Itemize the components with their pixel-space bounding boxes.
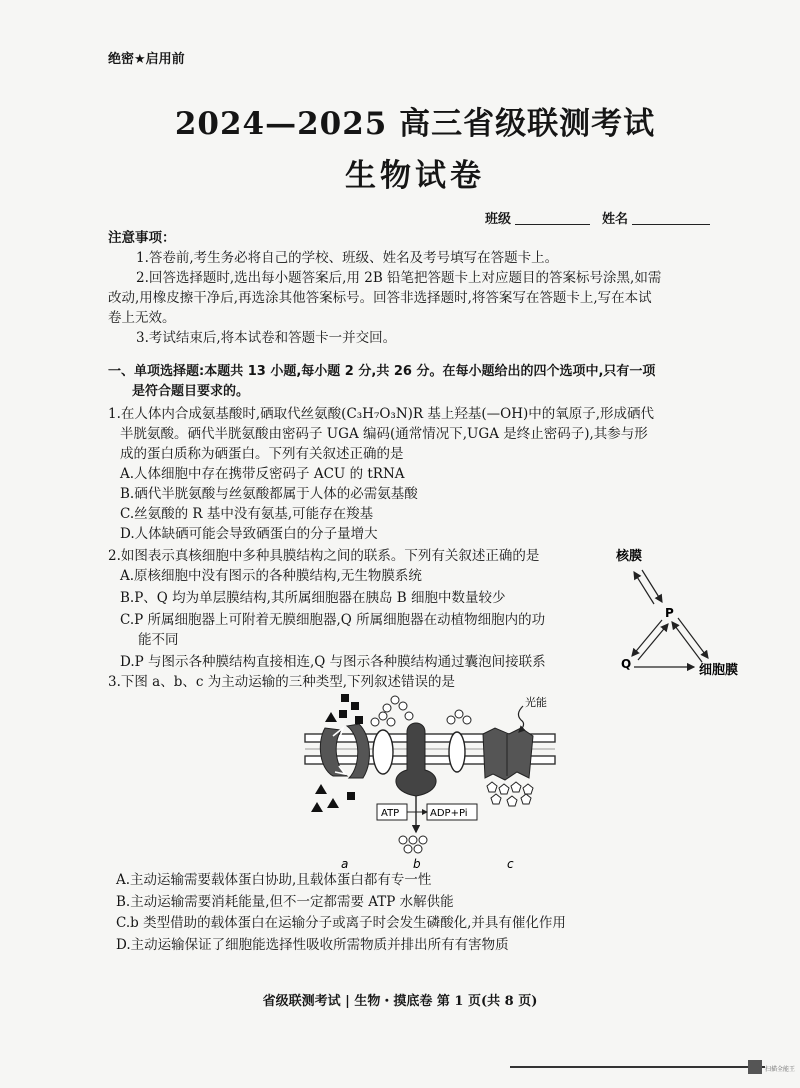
q1-stem-line: 半胱氨酸。硒代半胱氨酸由密码子 UGA 编码(通常情况下,UGA 是终止密码子),其参与形 <box>120 426 648 442</box>
circle-solute-icons-2 <box>447 710 471 724</box>
q2-option-b[interactable]: B.P、Q 均为单层膜结构,其所属细胞器在胰岛 B 细胞中数量较少 <box>120 590 506 606</box>
light-driven-pump-c <box>483 728 533 780</box>
name-blank[interactable] <box>632 224 710 225</box>
q1-option-b[interactable]: B.硒代半胱氨酸与丝氨酸都属于人体的必需氨基酸 <box>120 486 418 502</box>
q1-option-c[interactable]: C.丝氨酸的 R 基中没有氨基,可能存在羧基 <box>120 506 374 522</box>
p-label: P <box>665 606 674 620</box>
q3-option-b[interactable]: B.主动运输需要消耗能量,但不一定都需要 ATP 水解供能 <box>116 894 454 910</box>
notice-heading: 注意事项： <box>108 230 176 246</box>
q2-stem: 2.如图表示真核细胞中多种具膜结构之间的联系。下列有关叙述正确的是 <box>108 548 540 564</box>
page-footer: 省级联测考试 | 生物・摸底卷 第 1 页(共 8 页) <box>262 994 538 1009</box>
notice-item: 改动,用橡皮擦干净后,再选涂其他答案标号。回答非选择题时,将答案写在答题卡上,写在本试 <box>108 290 652 306</box>
q3-option-d[interactable]: D.主动运输保证了细胞能选择性吸收所需物质并排出所有有害物质 <box>116 937 509 953</box>
arrow-p-to-q <box>632 620 662 656</box>
q1-option-d[interactable]: D.人体缺硒可能会导致硒蛋白的分子量增大 <box>120 526 378 542</box>
q3-stem: 3.下图 a、b、c 为主动运输的三种类型,下列叙述错误的是 <box>108 674 456 690</box>
q3-option-c[interactable]: C.b 类型借助的载体蛋白在运输分子或离子时会发生磷酸化,并具有催化作用 <box>116 915 566 931</box>
exam-title: 2024—2025 高三省级联测考试 <box>174 106 656 142</box>
name-label: 姓名 <box>602 212 629 227</box>
label-b: b <box>413 857 421 871</box>
q-label: Q <box>621 657 632 671</box>
q2-option-c-cont: 能不同 <box>138 632 179 648</box>
q2-option-c[interactable]: C.P 所属细胞器上可附着无膜细胞器,Q 所属细胞器在动植物细胞内的功 <box>120 612 546 628</box>
pentagon-solute-icons <box>487 782 533 806</box>
q2-option-a[interactable]: A.原核细胞中没有图示的各种膜结构,无生物膜系统 <box>120 568 422 584</box>
notice-item: 卷上无效。 <box>108 310 176 326</box>
q1-option-a[interactable]: A.人体细胞中存在携带反密码子 ACU 的 tRNA <box>120 466 405 482</box>
cell-membrane-label: 细胞膜 <box>699 663 739 678</box>
active-transport-diagram <box>295 692 575 872</box>
arrow-nuclear-to-p <box>642 570 662 602</box>
student-info-fields <box>485 208 710 227</box>
arrow-p-to-nuclear <box>634 572 654 604</box>
coupled-transporter-a <box>320 724 369 778</box>
symport-carrier <box>373 730 393 774</box>
scanner-watermark: 扫描全能王 <box>765 1066 796 1073</box>
subject-title: 生物试卷 <box>345 158 485 194</box>
footer-rule <box>510 1066 765 1068</box>
class-blank[interactable] <box>515 224 590 225</box>
nuclear-membrane-label: 核膜 <box>616 549 643 564</box>
notice-item: 2.回答选择题时,选出每小题答案后,用 2B 铅笔把答题卡上对应题目的答案标号涂黑,如需 <box>136 270 662 286</box>
q2-option-d[interactable]: D.P 与图示各种膜结构直接相连,Q 与图示各种膜结构通过囊泡间接联系 <box>120 654 546 670</box>
q1-stem-line: 1.在人体内合成氨基酸时,硒取代丝氨酸(C₃H₇O₃N)R 基上羟基(—OH)中的氧原子,形成硒代 <box>108 406 655 422</box>
adp-label: ADP+Pi <box>430 808 468 819</box>
label-a: a <box>341 857 349 871</box>
membrane-relation-diagram <box>598 540 778 685</box>
arrow-q-to-p <box>638 624 668 660</box>
atp-label: ATP <box>381 808 400 819</box>
carrier-oval <box>449 732 465 772</box>
label-c: c <box>507 857 514 871</box>
arrow-cell-membrane-to-p <box>672 622 702 662</box>
arrow-p-to-cell-membrane <box>678 618 708 658</box>
confidential-label: 绝密★启用前 <box>108 52 185 67</box>
section-heading-cont: 是符合题目要求的。 <box>132 384 250 399</box>
q1-stem-line: 成的蛋白质称为硒蛋白。下列有关叙述正确的是 <box>120 446 404 462</box>
class-label: 班级 <box>485 212 512 227</box>
notice-item: 1.答卷前,考生务必将自己的学校、班级、姓名及考号填写在答题卡上。 <box>136 250 559 266</box>
section-heading: 一、单项选择题:本题共 13 小题,每小题 2 分,共 26 分。在每小题给出的四个选项中,只有一项 <box>108 364 656 379</box>
light-energy-label: 光能 <box>525 696 547 709</box>
q3-option-a[interactable]: A.主动运输需要载体蛋白协助,且载体蛋白都有专一性 <box>116 872 432 888</box>
qr-code-icon <box>748 1060 762 1074</box>
notice-item: 3.考试结束后,将本试卷和答题卡一并交回。 <box>136 330 397 346</box>
